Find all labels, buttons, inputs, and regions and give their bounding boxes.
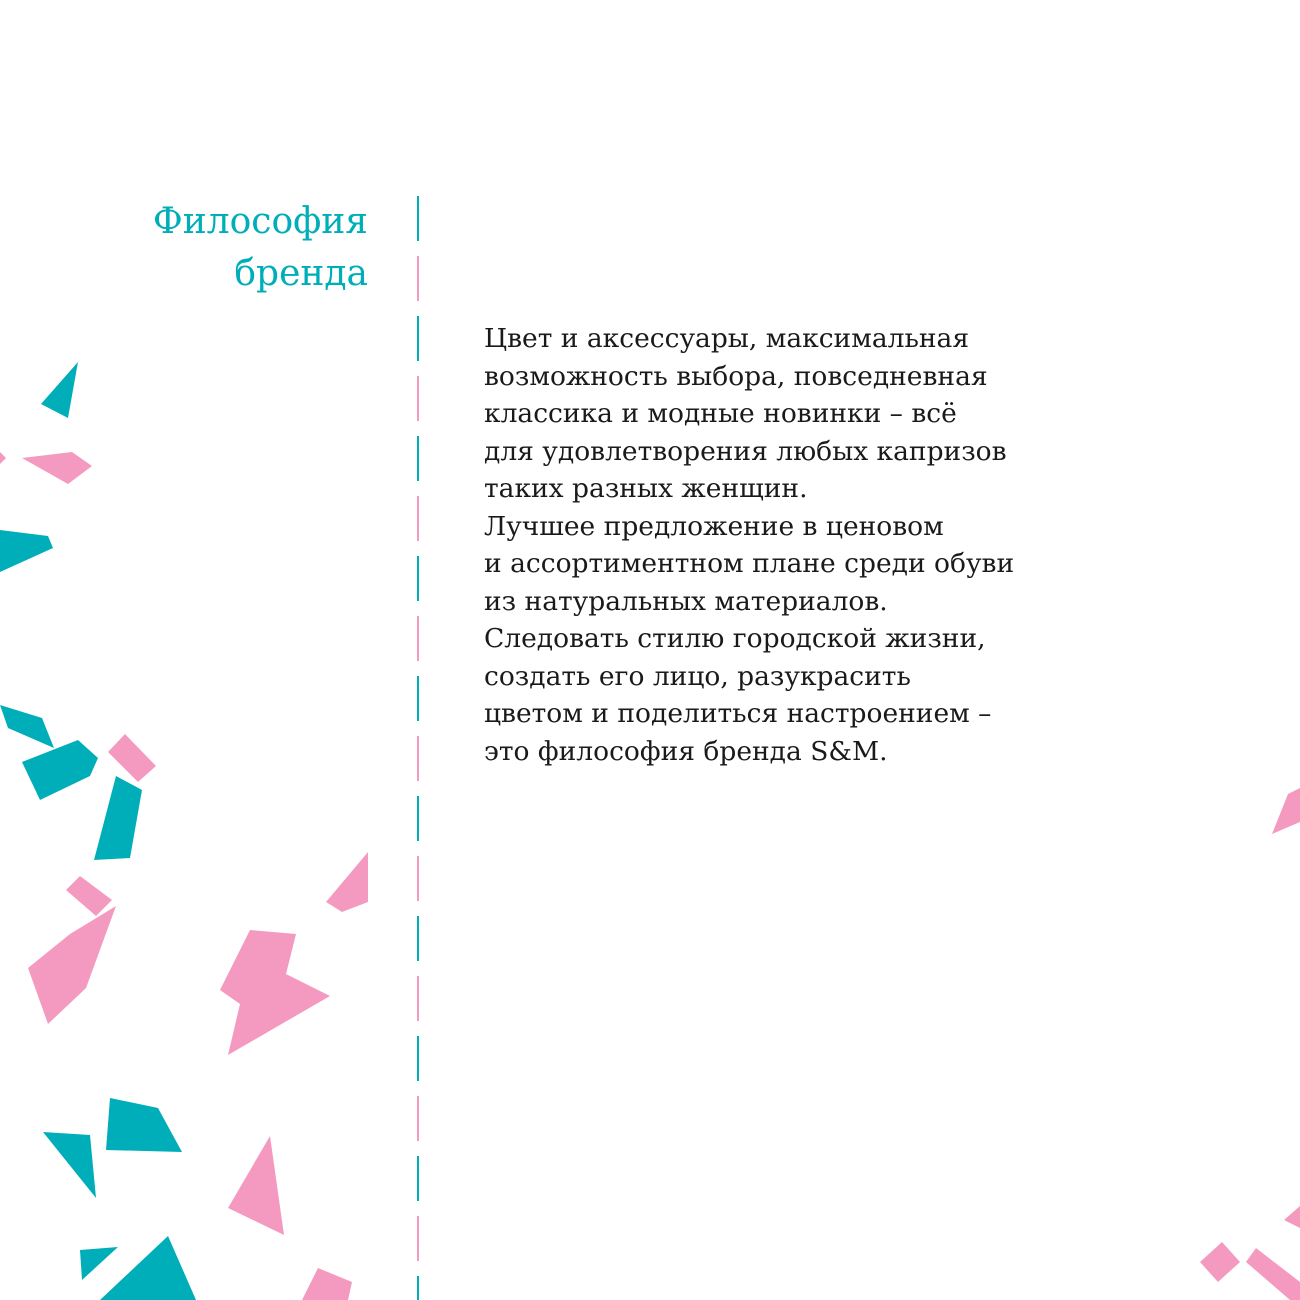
dashed-divider xyxy=(408,196,428,1300)
text-line: таких разных женщин. xyxy=(484,473,808,504)
confetti-shape xyxy=(100,1236,196,1300)
confetti-shape xyxy=(0,705,54,748)
text-line: Следовать стилю городской жизни, xyxy=(484,623,986,654)
confetti-shape xyxy=(66,876,112,916)
confetti-shape xyxy=(0,530,53,572)
confetti-shape xyxy=(220,930,330,1055)
confetti-shape xyxy=(302,1268,352,1300)
page-title-line: бренда xyxy=(234,253,368,294)
text-line: из натуральных материалов. xyxy=(484,585,888,617)
confetti-shape xyxy=(1284,1206,1300,1228)
confetti-shape xyxy=(326,852,368,912)
text-line: классика и модные новинки – всё xyxy=(484,398,957,429)
text-line: Лучшее предложение в ценовом xyxy=(484,510,944,542)
confetti-shape xyxy=(1272,788,1300,834)
text-line: цветом и поделиться настроением – xyxy=(484,698,992,729)
confetti-shape xyxy=(22,740,98,800)
page-title-line: Философия xyxy=(152,201,368,242)
confetti-shape xyxy=(228,1136,284,1235)
text-line: и ассортиментном плане среди обуви xyxy=(484,548,1015,579)
text-line: Цвет и аксессуары, максимальная xyxy=(484,323,970,354)
philosophy-text xyxy=(484,320,1084,770)
confetti-shape xyxy=(41,362,78,418)
confetti-shape xyxy=(106,1098,182,1152)
text-line: это философия бренда S&M. xyxy=(484,735,888,767)
confetti-shape xyxy=(80,1247,118,1280)
confetti-shape xyxy=(1200,1242,1240,1282)
confetti-shape xyxy=(94,776,142,860)
confetti-shape xyxy=(0,452,6,464)
confetti-shape xyxy=(108,734,156,782)
text-line: возможность выбора, повседневная xyxy=(484,360,988,392)
text-line: создать его лицо, разукрасить xyxy=(484,660,911,692)
text-line: для удовлетворения любых капризов xyxy=(484,435,1007,467)
confetti-shape xyxy=(28,906,116,1024)
confetti-shape xyxy=(43,1132,96,1198)
page-title xyxy=(153,196,368,300)
confetti-shape xyxy=(22,452,92,484)
confetti-shape xyxy=(1246,1248,1300,1300)
